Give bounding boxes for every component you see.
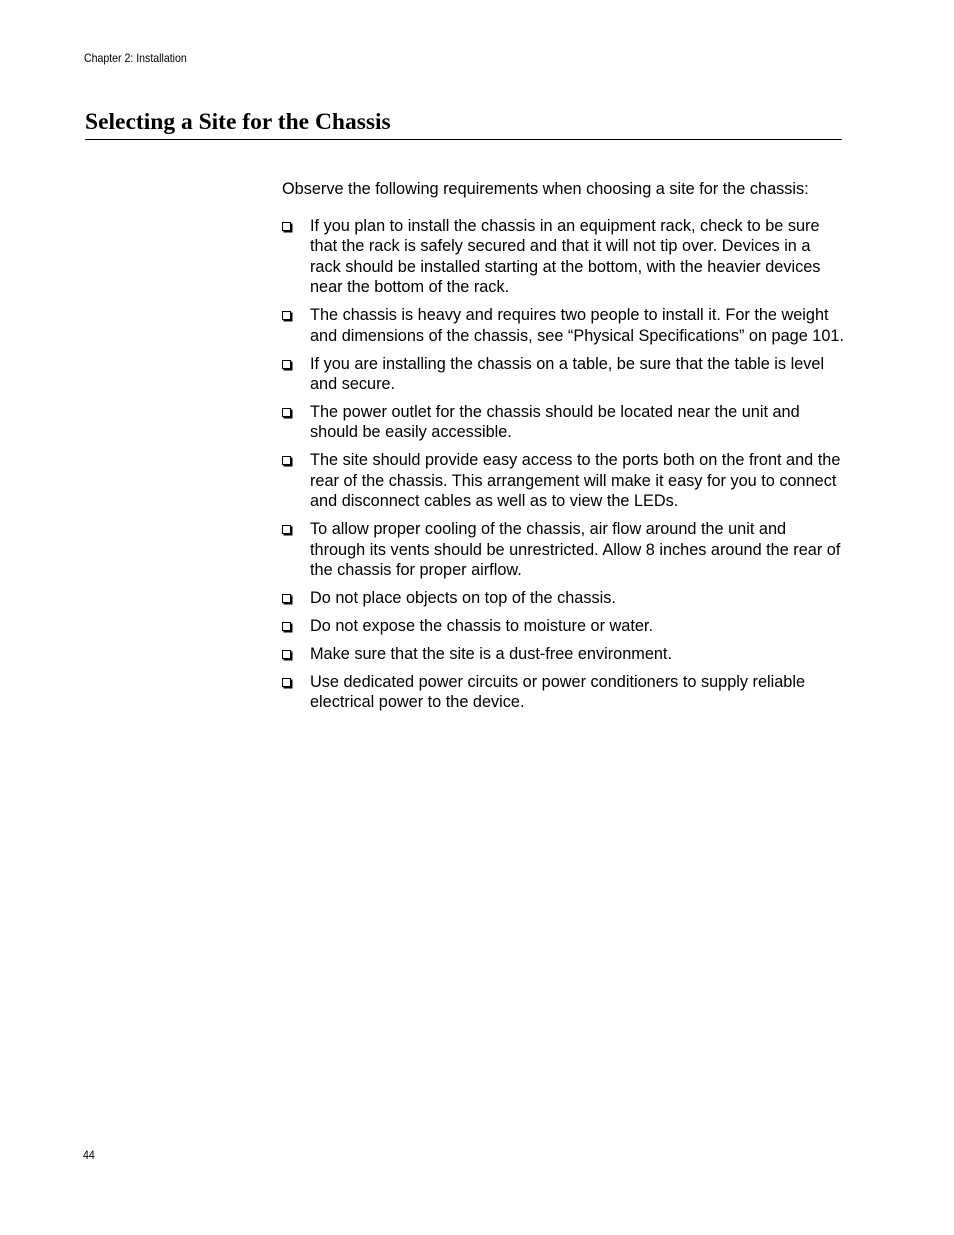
list-item-text: Do not expose the chassis to moisture or water. <box>310 617 653 636</box>
checkbox-square-icon <box>282 525 291 534</box>
checkbox-square-icon <box>282 678 291 687</box>
list-item-text: The chassis is heavy and requires two people to install it. For the weight and dimensions of the chassis, see “Physical Specifications” on page 101. <box>310 306 844 345</box>
checkbox-square-icon <box>282 311 291 320</box>
list-item <box>282 305 844 346</box>
list-item-text: Make sure that the site is a dust-free environment. <box>310 645 672 664</box>
list-item-text: Do not place objects on top of the chassis. <box>310 589 616 608</box>
checkbox-square-icon <box>282 650 291 659</box>
list-item-text: If you are installing the chassis on a table, be sure that the table is level and secure. <box>310 354 825 394</box>
checkbox-square-icon <box>282 408 291 417</box>
checkbox-square-icon <box>282 622 291 631</box>
running-header: Chapter 2: Installation <box>84 51 187 65</box>
list-item-text: To allow proper cooling of the chassis, air flow around the unit and through its vents should be unrestricted. Allow 8 inches around the rear of the chassis for proper airflow. <box>310 520 841 580</box>
requirements-list <box>282 216 844 713</box>
list-item-text: The site should provide easy access to the ports both on the front and the rear of the chassis. This arrangement will make it easy for you to connect and disconnect cables as well as to view the LEDs. <box>310 451 841 511</box>
section-title: Selecting a Site for the Chassis <box>85 109 391 135</box>
list-item <box>282 616 844 636</box>
checkbox-square-icon <box>282 222 291 231</box>
list-item-text: The power outlet for the chassis should be located near the unit and should be easily accessible. <box>310 403 800 442</box>
title-rule <box>85 139 842 140</box>
checkbox-square-icon <box>282 360 291 369</box>
list-item <box>282 644 844 664</box>
list-item <box>282 216 844 298</box>
list-item <box>282 450 844 511</box>
list-item <box>282 588 844 608</box>
checkbox-square-icon <box>282 456 291 465</box>
page-number: 44 <box>83 1148 95 1162</box>
list-item <box>282 672 844 713</box>
list-item <box>282 354 844 395</box>
list-item-text: If you plan to install the chassis in an equipment rack, check to be sure that the rack is safely secured and that it will not tip over. Devices in a rack should be installed starting at the bottom, with the heavier devices near the bottom of the rack. <box>310 217 821 297</box>
list-item <box>282 519 844 580</box>
list-item-text: Use dedicated power circuits or power conditioners to supply reliable electrical power to the device. <box>310 673 806 712</box>
list-item <box>282 402 844 443</box>
intro-paragraph: Observe the following requirements when choosing a site for the chassis: <box>282 180 809 198</box>
checkbox-square-icon <box>282 594 291 603</box>
